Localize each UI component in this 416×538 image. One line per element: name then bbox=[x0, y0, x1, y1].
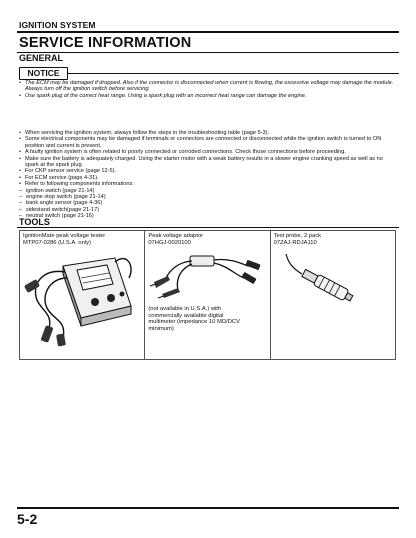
general-heading: GENERAL bbox=[19, 53, 64, 63]
general-item: • A faulty ignition system is often related to poorly connected or corroded connections. Check those connections before proceeding. bbox=[19, 149, 397, 155]
general-item: • For ECM service (page 4-31). bbox=[19, 175, 397, 181]
tool-note-line: (not available in U.S.A.) with bbox=[148, 306, 222, 313]
notice-rule bbox=[68, 73, 399, 74]
tools-rule bbox=[17, 227, 399, 228]
footer-rule bbox=[17, 507, 399, 509]
tool-part-number: 07HGJ-0020100 bbox=[148, 239, 191, 246]
page-number: 5-2 bbox=[17, 511, 38, 527]
tool-part-number: MTP07-0286 (U.S.A. only) bbox=[23, 239, 91, 246]
tool-note bbox=[148, 306, 266, 332]
component-ref: – neutral switch (page 21-16) bbox=[19, 213, 397, 219]
tool-part-number: 07ZAJ-RDJA110 bbox=[273, 239, 317, 246]
section-label: IGNITION SYSTEM bbox=[19, 20, 96, 30]
tool-name: IgnitionMate peak voltage tester bbox=[23, 233, 106, 239]
tools-table bbox=[19, 230, 396, 360]
tool-name: Test probe, 2 pack bbox=[273, 233, 322, 239]
page-title: SERVICE INFORMATION bbox=[19, 35, 192, 51]
tool-note-line: commercially available digital bbox=[148, 312, 224, 319]
tools-heading: TOOLS bbox=[19, 217, 50, 227]
general-item: • Some electrical components may be damaged if terminals or connectors are connected or disconnected while the ignition switch is turned to ON position and current is present. bbox=[19, 136, 397, 149]
tool-cell bbox=[270, 231, 395, 360]
notice-list bbox=[19, 80, 397, 99]
general-item: • Make sure the battery is adequately charged. Using the starter motor with a weak battery results in a slower engine cranking speed as well as no spark at the spark plug. bbox=[19, 156, 397, 169]
component-ref: – engine stop switch (page 21-14) bbox=[19, 194, 397, 200]
peak-voltage-tester-icon bbox=[23, 248, 138, 348]
peak-voltage-adaptor-icon bbox=[148, 248, 263, 304]
notice-label: NOTICE bbox=[19, 67, 68, 80]
general-item: • Refer to following components informations: bbox=[19, 181, 397, 187]
test-probe-icon bbox=[274, 248, 389, 308]
component-ref: – bank angle sensor (page 4-36) bbox=[19, 200, 397, 206]
component-ref: – ignition switch (page 21-14) bbox=[19, 188, 397, 194]
tool-note-line: minimum) bbox=[148, 325, 174, 332]
notice-item: • Use spark plug of the correct heat range. Using a spark plug with an incorrect heat range can damage the engine. bbox=[19, 93, 397, 99]
component-ref: – sidestand switch(page 21-17) bbox=[19, 207, 397, 213]
header-rule bbox=[17, 31, 399, 33]
general-item: • For CKP sensor service (page 12-5). bbox=[19, 168, 397, 174]
tool-cell bbox=[20, 231, 145, 360]
tool-cell bbox=[145, 231, 270, 360]
title-rule bbox=[17, 52, 399, 53]
tool-note-line: multimeter (impedance 10 MΩ/DCV bbox=[148, 319, 240, 326]
tool-name: Peak voltage adaptor bbox=[148, 233, 204, 239]
general-item: • When servicing the ignition system, always follow the steps in the troubleshooting table (page 5-3). bbox=[19, 130, 397, 136]
general-list bbox=[19, 130, 397, 220]
notice-item: • The ECM may be damaged if dropped. Also if the connector is disconnected when current is flowing, the excessive voltage may damage the module. Always turn off the ignition switch before servicing. bbox=[19, 80, 397, 93]
